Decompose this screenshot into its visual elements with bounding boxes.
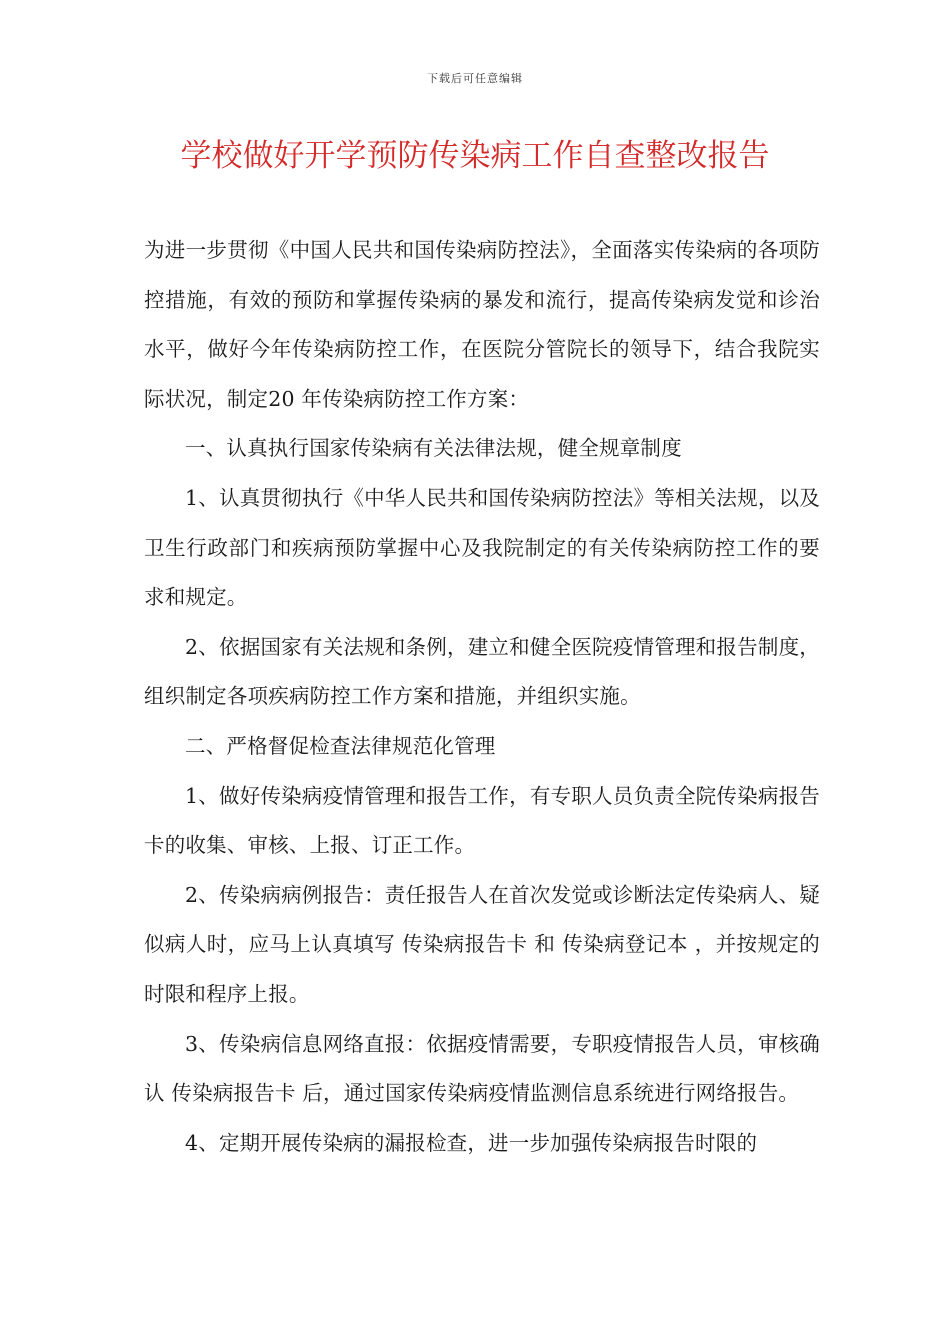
section-heading-2: 二、严格督促检查法律规范化管理 — [185, 733, 496, 758]
document-body — [144, 226, 820, 1168]
paragraph-item: 2、依据国家有关法规和条例，建立和健全医院疫情管理和报告制度，组织制定各项疾病防控工作方案和措施，并组织实施。 — [144, 634, 820, 709]
paragraph-item: 4、定期开展传染病的漏报检查，进一步加强传染病报告时限的 — [185, 1130, 758, 1155]
section-heading-1: 一、认真执行国家传染病有关法律法规，健全规章制度 — [185, 436, 682, 461]
paragraph-item: 1、做好传染病疫情管理和报告工作，有专职人员负责全院传染病报告卡的收集、审核、上报、订正工作。 — [144, 783, 820, 858]
paragraph-item: 3、传染病信息网络直报：依据疫情需要，专职疫情报告人员，审核确认 传染病报告卡 后，通过国家传染病疫情监测信息系统进行网络报告。 — [144, 1031, 820, 1106]
paragraph-item: 1、认真贯彻执行《中华人民共和国传染病防控法》等相关法规，以及卫生行政部门和疾病预防掌握中心及我院制定的有关传染病防控工作的要求和规定。 — [144, 485, 820, 610]
header-note: 下载后可任意编辑 — [427, 72, 523, 85]
paragraph-intro: 为进一步贯彻《中国人民共和国传染病防控法》，全面落实传染病的各项防控措施，有效的预防和掌握传染病的暴发和流行，提高传染病发觉和诊治水平，做好今年传染病防控工作，在医院分管院长的领导下，结合我院实际状况，制定20 年传染病防控工作方案： — [144, 238, 820, 411]
document-title: 学校做好开学预防传染病工作自查整改报告 — [180, 138, 770, 174]
paragraph-item: 2、传染病病例报告：责任报告人在首次发觉或诊断法定传染病人、疑似病人时，应马上认真填写 传染病报告卡 和 传染病登记本 ，并按规定的时限和程序上报。 — [144, 882, 820, 1006]
